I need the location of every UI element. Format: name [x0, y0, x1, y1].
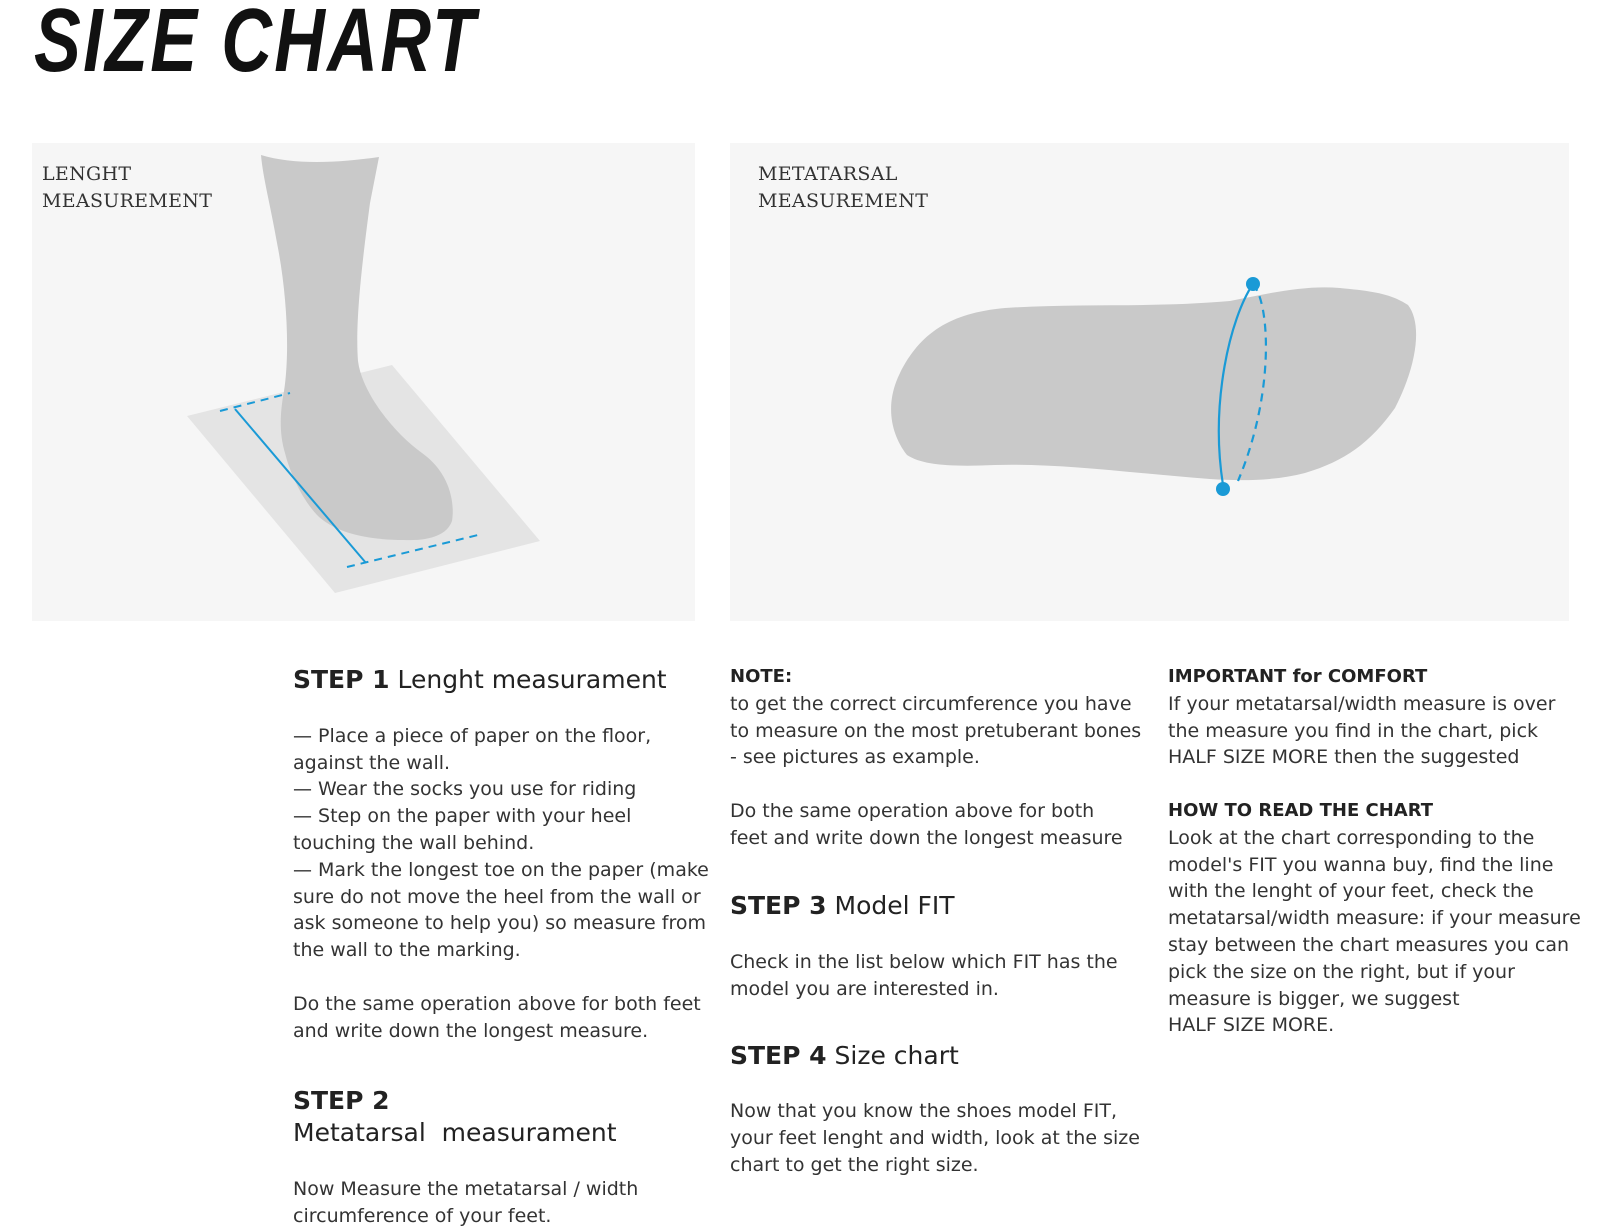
step2-instructions: Now Measure the metatarsal / width circumference of your feet.	[293, 1177, 639, 1227]
step1-instructions: — Place a piece of paper on the floor, against the wall. — Wear the socks you use for riding — Step on the paper with your heel touching the wall behind. — Mark the longest toe on the paper (make sure do not move the heel from the wall or ask someone to help you) so measure from the wall to the marking.	[293, 724, 709, 962]
step3-heading: STEP 3 Model FIT	[730, 891, 955, 921]
length-measurement-label: LENGHT MEASUREMENT	[42, 163, 213, 212]
circumference-bottom-dot	[1216, 482, 1230, 496]
page-title: SIZE CHART	[34, 0, 478, 91]
note-repeat: Do the same operation above for both feet and write down the longest measure	[730, 799, 1123, 849]
step1-repeat-note: Do the same operation above for both feet and write down the longest measure.	[293, 992, 701, 1042]
length-measurement-panel	[32, 143, 695, 621]
step2-heading: STEP 2 Metatarsal measurament	[293, 1086, 617, 1148]
circumference-top-dot	[1246, 277, 1260, 291]
note-heading: NOTE:	[730, 666, 793, 687]
foot-side-shape	[891, 287, 1416, 480]
step3-instructions: Check in the list below which FIT has the model you are interested in.	[730, 951, 1118, 1000]
step4-heading: STEP 4 Size chart	[730, 1040, 959, 1070]
how-to-read-heading: HOW TO READ THE CHART	[1168, 799, 1434, 821]
metatarsal-measurement-label: METATARSAL MEASUREMENT	[758, 163, 929, 212]
steps-column-1	[293, 664, 713, 1230]
note-block: NOTE: to get the correct circumference you have to measure on the most pretuberant bones - see pictures as example.	[730, 664, 1160, 771]
how-to-read-block: HOW TO READ THE CHART Look at the chart corresponding to the model's FIT you wanna buy, find the line with the lenght of your feet, check the metatarsal/width measure: if your measure stay between the chart measures you can pick the size on the right, but if your measure is bigger, we suggest HALF SIZE MORE.	[1168, 798, 1588, 1039]
steps-column-2	[730, 664, 1160, 1179]
tips-column	[1168, 664, 1588, 1039]
important-comfort-block: IMPORTANT for COMFORT If your metatarsal/width measure is over the measure you find in the chart, pick HALF SIZE MORE then the suggested	[1168, 664, 1588, 771]
metatarsal-measurement-panel	[730, 143, 1569, 621]
important-heading: IMPORTANT for COMFORT	[1168, 666, 1428, 687]
step4-instructions: Now that you know the shoes model FIT, your feet lenght and width, look at the size chart to get the right size.	[730, 1100, 1140, 1176]
step1-heading: STEP 1 Lenght measurament	[293, 665, 667, 694]
